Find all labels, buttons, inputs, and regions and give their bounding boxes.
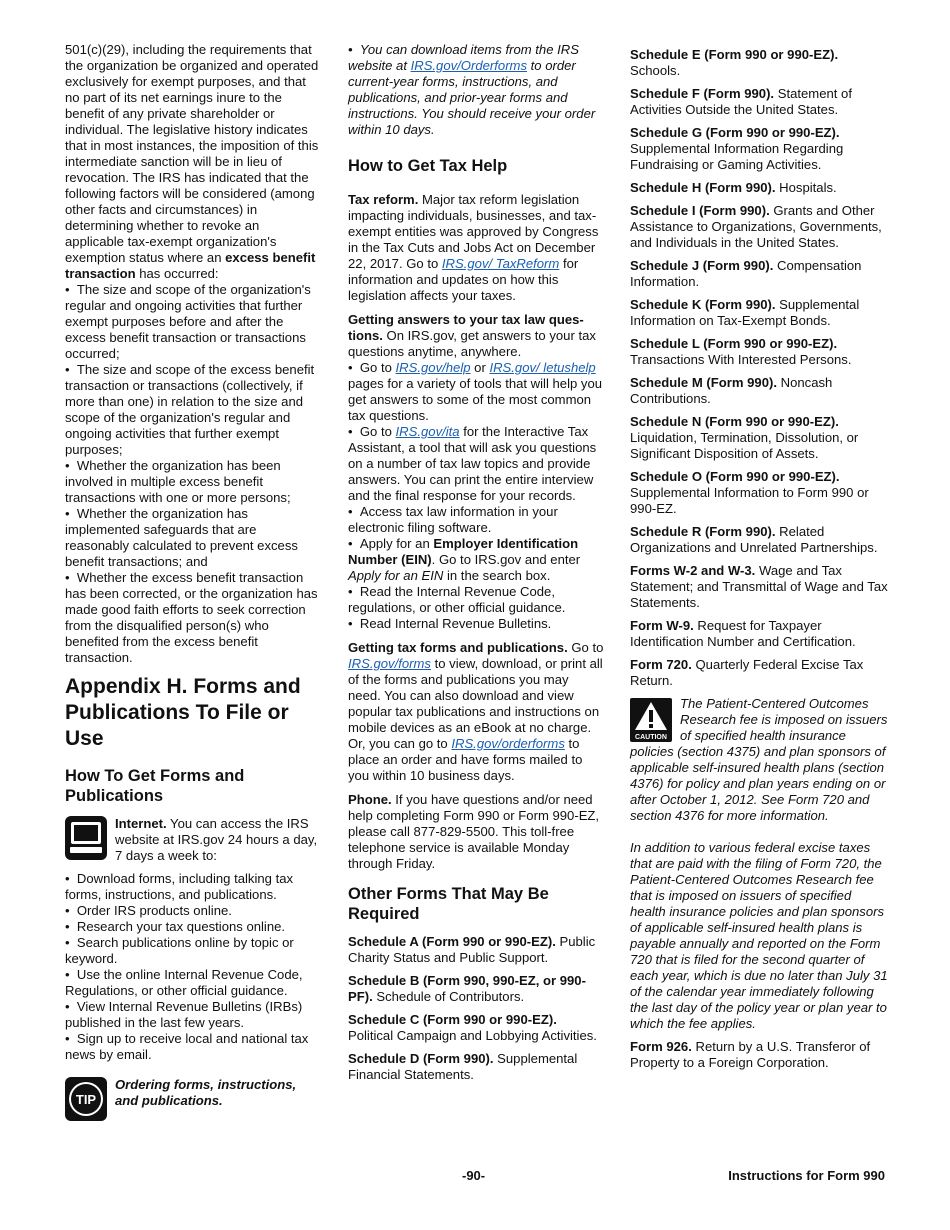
svg-text:CAUTION: CAUTION [635, 734, 667, 741]
schedule-entry: Schedule G (Form 990 or 990-EZ). Supplemental Information Regarding Fundraising or Gaming Activities. [630, 125, 844, 172]
internet-item: • Sign up to receive local and national tax news by email. [65, 1031, 309, 1062]
column-2 [348, 42, 604, 1083]
answers-paragraph: Getting answers to your tax law ques-tions. On IRS.gov, get answers to your tax questions anytime, anywhere. [348, 312, 596, 359]
column-1 [65, 42, 321, 1125]
taxreform-link[interactable]: IRS.gov/ TaxReform [441, 256, 560, 271]
answers-item: • Apply for an Employer Identification Number (EIN). Go to IRS.gov and enter Apply for an EIN in the search box. [348, 536, 581, 583]
appendix-title: Appendix H. Forms and Publications To File or Use [65, 675, 301, 750]
answers-item: • Access tax law information in your electronic filing software. [348, 504, 558, 535]
intro-paragraph: 501(c)(29), including the requirements that the organization be organized and operated exclusively for exempt purposes, and that no part of its net earnings inure to the benefit of any private shareholder or individual. The legislative history indicates that in most instances, the imposition of this intermediate sanction will be in lieu of revocation. The IRS has indicated that the following factors will be considered (among other facts and circumstances) in determining whether to revoke an applicable tax-exempt organization's exemption status where an excess benefit transaction has occurred: [65, 42, 319, 281]
help-link[interactable]: IRS.gov/help [395, 360, 471, 375]
page-number: -90- [462, 1168, 486, 1183]
schedule-entry: Schedule R (Form 990). Related Organizations and Unrelated Partnerships. [630, 524, 878, 555]
schedule-entry: Schedule A (Form 990 or 990-EZ). Public Charity Status and Public Support. [348, 934, 596, 965]
schedule-entry: Schedule N (Form 990 or 990-EZ). Liquidation, Termination, Dissolution, or Significant Disposition of Assets. [630, 414, 859, 461]
internet-item: • Search publications online by topic or keyword. [65, 935, 294, 966]
factor-item: • The size and scope of the organization's regular and ongoing activities that further exempt purposes before and after the excess benefit transaction or transactions occurred; [65, 282, 311, 361]
internet-item: • Use the online Internal Revenue Code, Regulations, or other official guidance. [65, 967, 303, 998]
download-paragraph: • You can download items from the IRS website at IRS.gov/Orderforms to order current-year forms, instructions, and publications, and prior-year forms and instructions. You should receive your order within 10 days. [348, 42, 596, 137]
letushelp-link[interactable]: IRS.gov/ letushelp [489, 360, 596, 375]
answers-item: • Go to IRS.gov/ita for the Interactive Tax Assistant, a tool that will ask you questions on a number of tax law topics and provide answers. You can print the entire interview and the final response for your records. [348, 424, 597, 503]
factor-item: • Whether the organization has been involved in multiple excess benefit transactions with one or more persons; [65, 458, 291, 505]
excise-paragraph: In addition to various federal excise taxes that are paid with the filing of Form 720, the Patient-Centered Outcomes Research fee that is imposed on issuers of specified health insurance policies and plan sponsors of applicable self-insured health plans is payable annually and reported on the Form 720 that is filed for the second quarter of each year, which is due no later than July 31 of the calendar year immediately following the last day of the policy year or plan year to which the fee applies. [630, 840, 888, 1031]
forms-link[interactable]: IRS.gov/forms [348, 656, 431, 671]
internet-item: • Order IRS products online. [65, 903, 232, 918]
other-forms-heading: Other Forms That May Be Required [348, 885, 549, 923]
schedule-entry: Schedule H (Form 990). Hospitals. [630, 180, 837, 195]
answers-item: • Read the Internal Revenue Code, regulations, or other official guidance. [348, 584, 566, 615]
reform-paragraph: Tax reform. Major tax reform legislation impacting individuals, businesses, and tax-exempt entities was approved by Congress in the Tax Cuts and Jobs Act on December 22, 2017. Go to IRS.gov/ TaxReform for information and updates on how this legislation affects your taxes. [348, 192, 599, 303]
factor-item: • Whether the organization has implemented safeguards that are reasonably calculated to prevent excess benefit transactions; and [65, 506, 298, 569]
internet-paragraph: Internet. You can access the IRS website at IRS.gov 24 hours a day, 7 days a week to: [115, 816, 318, 863]
factor-item: • The size and scope of the excess benefit transaction or transactions (collectively, if more than one) in relation to the size and scope of the organization's regular and ongoing activities that further exempt purposes; [65, 362, 315, 457]
svg-text:TIP: TIP [75, 1092, 97, 1107]
forms-heading: How To Get Forms and Publications [65, 767, 245, 805]
schedule-entry: Schedule B (Form 990, 990-EZ, or 990-PF). Schedule of Contributors. [348, 973, 586, 1004]
internet-block [65, 816, 321, 864]
internet-item: • Download forms, including talking tax forms, instructions, and publications. [65, 871, 294, 902]
ita-link[interactable]: IRS.gov/ita [395, 424, 460, 439]
internet-item: • View Internal Revenue Bulletins (IRBs) published in the last few years. [65, 999, 303, 1030]
schedule-entry: Schedule M (Form 990). Noncash Contributions. [630, 375, 833, 406]
answers-item: • Read Internal Revenue Bulletins. [348, 616, 552, 631]
schedule-entry: Schedule O (Form 990 or 990-EZ). Supplemental Information to Form 990 or 990-EZ. [630, 469, 869, 516]
schedule-entry: Schedule C (Form 990 or 990-EZ). Political Campaign and Lobbying Activities. [348, 1012, 597, 1043]
schedule-entry: Schedule E (Form 990 or 990-EZ). Schools. [630, 47, 839, 78]
internet-item: • Research your tax questions online. [65, 919, 286, 934]
getting-forms-paragraph: Getting tax forms and publications. Go to IRS.gov/forms to view, download, or print all of the forms and publications you may need. You can also download and view popular tax publications and instructions on mobile devices as an eBook at no charge. Or, you can go to IRS.gov/orderforms to place an order and have forms mailed to you within 10 business days. [348, 640, 604, 783]
schedule-entry: Form 720. Quarterly Federal Excise Tax Return. [630, 657, 864, 688]
tip-icon [65, 1077, 107, 1125]
schedule-entry: Schedule J (Form 990). Compensation Information. [630, 258, 862, 289]
schedule-entry: Schedule D (Form 990). Supplemental Financial Statements. [348, 1051, 578, 1082]
tip-block [65, 1077, 321, 1125]
orderforms-link-2[interactable]: IRS.gov/orderforms [451, 736, 565, 751]
orderforms-link[interactable]: IRS.gov/Orderforms [410, 58, 528, 73]
phone-paragraph: Phone. If you have questions and/or need help completing Form 990 or Form 990-EZ, please call 877-829-5500. This toll-free telephone service is available Monday through Friday. [348, 792, 600, 871]
schedule-entry: Form W-9. Request for Taxpayer Identification Number and Certification. [630, 618, 856, 649]
column-3 [630, 47, 888, 1071]
document-title: Instructions for Form 990 [728, 1168, 885, 1183]
answers-item: • Go to IRS.gov/help or IRS.gov/ letushelp pages for a variety of tools that will help you get answers to some of the most common tax questions. [348, 360, 603, 423]
schedule-entry: Schedule K (Form 990). Supplemental Information on Tax-Exempt Bonds. [630, 297, 860, 328]
caution-text: The Patient-Centered Outcomes Research fee is imposed on issuers of specified health insurance policies (section 4375) and plan sponsors of applicable self-insured health plans (section 4376) for policy and plan years ending on or after October 1, 2012. See Form 720 and section 4376 for more information. [630, 696, 888, 823]
computer-icon [65, 816, 107, 864]
caution-icon [630, 698, 672, 742]
schedule-entry: Schedule L (Form 990 or 990-EZ). Transactions With Interested Persons. [630, 336, 852, 367]
schedule-entry: Schedule I (Form 990). Grants and Other Assistance to Organizations, Governments, and Individuals in the United States. [630, 203, 882, 250]
caution-block [630, 696, 888, 824]
tip-text: Ordering forms, instructions, and publications. [115, 1077, 297, 1108]
schedule-entry: Forms W-2 and W-3. Wage and Tax Statement; and Transmittal of Wage and Tax Statements. [630, 563, 888, 610]
schedule-entry: Form 926. Return by a U.S. Transferor of Property to a Foreign Corporation. [630, 1039, 871, 1070]
help-heading: How to Get Tax Help [348, 157, 508, 175]
schedule-entry: Schedule F (Form 990). Statement of Activities Outside the United States. [630, 86, 852, 117]
factor-item: • Whether the excess benefit transaction has been corrected, or the organization has made good faith efforts to seek correction from the disqualified person(s) who benefited from the excess benefit transaction. [65, 570, 318, 665]
